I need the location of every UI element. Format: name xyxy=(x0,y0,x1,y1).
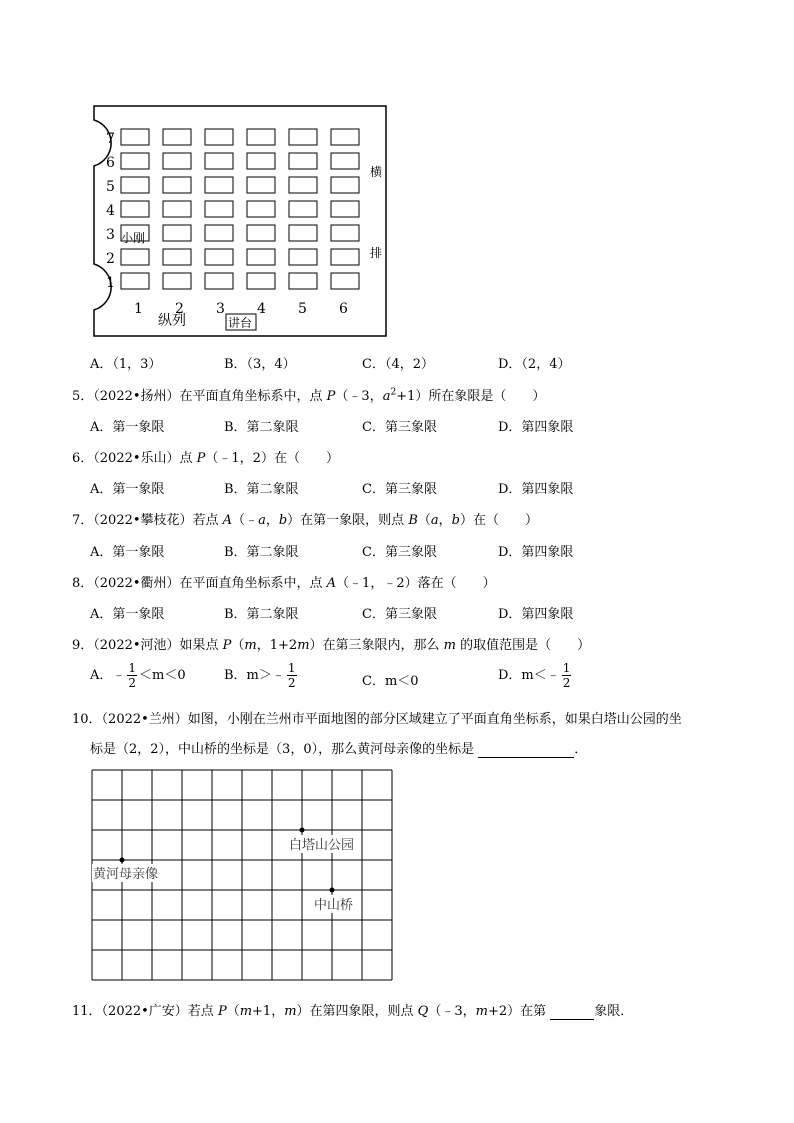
column-label: 6 xyxy=(339,301,348,317)
desk xyxy=(289,129,317,145)
q11-point-q: Q xyxy=(417,1004,429,1019)
desk xyxy=(289,273,317,289)
desk xyxy=(247,177,275,193)
q8-option-d: D．第四象限 xyxy=(498,607,574,622)
desk xyxy=(331,225,359,241)
q11-mid1: （ xyxy=(226,1004,240,1019)
q7-option-c: C．第三象限 xyxy=(362,545,437,560)
desk xyxy=(121,273,149,289)
desk xyxy=(205,249,233,265)
column-label: 1 xyxy=(134,301,143,317)
q5-point: P xyxy=(326,389,336,404)
q9-mid: ，1+2 xyxy=(256,638,298,653)
q11-point-p: P xyxy=(217,1004,227,1019)
q11-prefix: 11．（2022•广安）若点 xyxy=(72,1004,218,1019)
q9-option-d-prefix: D．m＜﹣ xyxy=(498,668,560,683)
q7-option-b: B．第二象限 xyxy=(224,545,299,560)
q11-var-m2: m xyxy=(284,1004,297,1019)
desk xyxy=(205,273,233,289)
q7-comma1: ， xyxy=(265,513,279,528)
q9-option-c: C．m＜0 xyxy=(362,674,419,689)
row-label: 1 xyxy=(106,275,115,291)
desk xyxy=(121,153,149,169)
q11-mid3: ）在第四象限，则点 xyxy=(296,1004,418,1019)
desk xyxy=(331,177,359,193)
column-label: 2 xyxy=(175,301,184,317)
q4-option-b: B．（3，4） xyxy=(224,357,296,372)
q6-option-c: C．第三象限 xyxy=(362,482,437,497)
desk xyxy=(331,201,359,217)
q10-line2-text: 标是（2，2），中山桥的坐标是（3，0），那么黄河母亲像的坐标是 xyxy=(90,742,475,757)
desk-grid xyxy=(121,129,359,289)
q4-option-d: D．（2，4） xyxy=(498,357,571,372)
q7-mid2: ）在第一象限，则点 xyxy=(287,513,409,528)
desk xyxy=(331,249,359,265)
desk xyxy=(289,225,317,241)
q8-option-b: B．第二象限 xyxy=(224,607,299,622)
desk xyxy=(163,273,191,289)
desk xyxy=(289,249,317,265)
q7-point-a: A xyxy=(222,513,233,528)
q11-var-m1: m xyxy=(239,1004,253,1019)
desk xyxy=(121,201,149,217)
desk xyxy=(331,273,359,289)
fraction-one-half: $\frac{1}{2}$ xyxy=(128,661,137,690)
desk xyxy=(163,225,191,241)
question-11 xyxy=(72,1000,633,1020)
question-6 xyxy=(72,447,339,466)
column-label: 5 xyxy=(298,301,307,317)
question-10-line1: 10．（2022•兰州）如图，小刚在兰州市平面地图的部分区域建立了平面直角坐标系，如果白塔山公园的坐 xyxy=(72,712,682,727)
q8-prefix: 8．（2022•衢州）在平面直角坐标系中，点 xyxy=(72,576,327,591)
q11-mid2: +1， xyxy=(252,1004,285,1019)
desk xyxy=(205,153,233,169)
desk xyxy=(163,201,191,217)
q7-comma2: ， xyxy=(438,513,452,528)
q9-option-a-prefix: A．﹣ xyxy=(90,668,126,683)
q6-suffix: （﹣1，2）在（ ） xyxy=(205,451,339,466)
q5-coord-open: （﹣3， xyxy=(335,389,383,404)
desk xyxy=(289,201,317,217)
q8-point: A xyxy=(326,576,337,591)
desk xyxy=(121,249,149,265)
huanghe-mother-statue-label: 黄河母亲像 xyxy=(93,867,159,882)
desk xyxy=(289,153,317,169)
desk xyxy=(331,153,359,169)
q9-suffix: 的取值范围是（ ） xyxy=(455,638,591,653)
desk xyxy=(163,177,191,193)
q7-point-b: B xyxy=(408,513,418,528)
column-label: 4 xyxy=(257,301,266,317)
desk xyxy=(205,201,233,217)
q4-option-a: A．（1，3） xyxy=(90,357,162,372)
q9-option-d xyxy=(498,661,573,690)
desk xyxy=(247,153,275,169)
row-label: 6 xyxy=(106,155,115,171)
q11-mid5: +2）在第 xyxy=(487,1004,547,1019)
q9-prefix: 9．（2022•河池）如果点 xyxy=(72,638,223,653)
zhongshan-bridge-point xyxy=(330,888,335,893)
q9-var-m2: m xyxy=(297,638,310,653)
desk xyxy=(289,177,317,193)
desk xyxy=(205,225,233,241)
q5-superscript: 2 xyxy=(390,387,397,398)
desk xyxy=(121,177,149,193)
q11-var-m3: m xyxy=(475,1004,488,1019)
q11-mid4: （﹣3， xyxy=(428,1004,476,1019)
side-label-top: 横 xyxy=(370,165,383,179)
baita-park-label: 白塔山公园 xyxy=(289,838,355,853)
q6-option-a: A．第一象限 xyxy=(90,482,165,497)
q7-suffix: ）在（ ） xyxy=(460,513,539,528)
q9-option-a-suffix: ＜m＜0 xyxy=(139,668,186,683)
desk xyxy=(247,225,275,241)
question-8 xyxy=(72,572,496,591)
q7-var-a1: a xyxy=(258,513,266,528)
q10-line2-end: ． xyxy=(574,742,588,757)
desk xyxy=(247,129,275,145)
q7-option-d: D．第四象限 xyxy=(498,545,574,560)
desk xyxy=(121,129,149,145)
baita-park-point xyxy=(300,828,305,833)
q8-option-a: A．第一象限 xyxy=(90,607,165,622)
fraction-one-half: $\frac{1}{2}$ xyxy=(287,661,296,690)
map-grid-figure xyxy=(90,769,394,983)
q6-point: P xyxy=(196,451,206,466)
desk xyxy=(247,273,275,289)
row-label: 2 xyxy=(106,251,115,267)
classroom-figure xyxy=(90,104,390,340)
q6-option-b: B．第二象限 xyxy=(224,482,299,497)
question-10-line2 xyxy=(90,738,587,758)
q7-var-b2: b xyxy=(451,513,460,528)
q7-mid3: （ xyxy=(417,513,431,528)
row-labels xyxy=(106,131,115,291)
q5-coord-close: +1）所在象限是（ ） xyxy=(396,389,546,404)
q9-option-a xyxy=(90,661,186,690)
q9-option-b-prefix: B．m＞﹣ xyxy=(224,668,285,683)
question-7 xyxy=(72,509,538,528)
fraction-one-half: $\frac{1}{2}$ xyxy=(562,661,571,690)
question-9 xyxy=(72,634,590,653)
desk xyxy=(247,201,275,217)
q7-option-a: A．第一象限 xyxy=(90,545,165,560)
desk xyxy=(205,177,233,193)
desk xyxy=(331,129,359,145)
column-axis-label: 纵列 xyxy=(158,313,186,329)
row-label: 7 xyxy=(106,131,115,147)
q6-option-d: D．第四象限 xyxy=(498,482,574,497)
q9-option-b xyxy=(224,661,299,690)
huanghe-mother-statue-point xyxy=(120,858,125,863)
desk xyxy=(163,129,191,145)
q5-option-c: C．第三象限 xyxy=(362,420,437,435)
q9-var-m1: m xyxy=(244,638,257,653)
row-label: 5 xyxy=(106,179,115,195)
q8-option-c: C．第三象限 xyxy=(362,607,437,622)
q5-option-a: A．第一象限 xyxy=(90,420,165,435)
q9-mid2: ）在第三象限内，那么 xyxy=(309,638,444,653)
q4-option-c: C．（4，2） xyxy=(362,357,434,372)
student-label: 小刚 xyxy=(121,231,146,245)
q5-option-d: D．第四象限 xyxy=(498,420,574,435)
desk xyxy=(163,153,191,169)
q5-prefix: 5．（2022•扬州）在平面直角坐标系中，点 xyxy=(72,389,327,404)
column-label: 3 xyxy=(216,301,225,317)
desk xyxy=(163,249,191,265)
q7-prefix: 7．（2022•攀枝花）若点 xyxy=(72,513,223,528)
answer-blank xyxy=(478,742,574,758)
q8-suffix: （﹣1，﹣2）落在（ ） xyxy=(336,576,496,591)
answer-blank xyxy=(550,1004,594,1020)
question-5 xyxy=(72,385,545,404)
q11-suffix: 象限． xyxy=(594,1004,634,1019)
q7-var-a2: a xyxy=(430,513,439,528)
desk xyxy=(205,129,233,145)
desk xyxy=(247,249,275,265)
q6-prefix: 6．（2022•乐山）点 xyxy=(72,451,197,466)
row-label: 3 xyxy=(106,227,115,243)
q7-mid1: （﹣ xyxy=(232,513,259,528)
q7-var-b1: b xyxy=(278,513,288,528)
podium-label: 讲台 xyxy=(228,316,253,330)
zhongshan-bridge-label: 中山桥 xyxy=(314,898,354,913)
q9-var-m3: m xyxy=(443,638,456,653)
row-label: 4 xyxy=(106,203,115,219)
q9-point: P xyxy=(222,638,232,653)
q5-var-a: a xyxy=(382,389,391,404)
q5-option-b: B．第二象限 xyxy=(224,420,299,435)
q9-open: （ xyxy=(231,638,245,653)
side-label-bottom: 排 xyxy=(370,246,383,260)
